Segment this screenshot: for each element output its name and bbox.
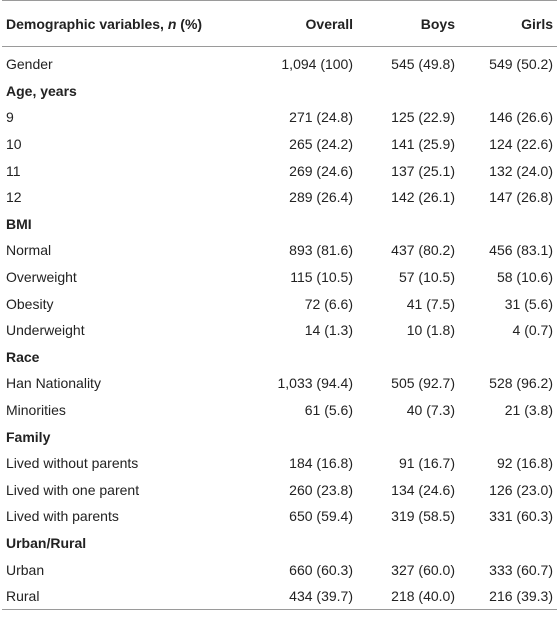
header-boys: Boys	[420, 15, 455, 32]
table-row	[2, 477, 557, 504]
row-label: Minorities	[6, 402, 66, 419]
header-girls: Girls	[521, 15, 553, 32]
girls-cell: 147 (26.8)	[489, 189, 553, 206]
overall-cell: 265 (24.2)	[289, 136, 353, 153]
overall-cell: 115 (10.5)	[290, 269, 353, 286]
boys-cell: 57 (10.5)	[398, 269, 455, 286]
section-row	[2, 530, 557, 557]
header-suffix: (%)	[176, 15, 203, 32]
section-heading: Age, years	[6, 82, 77, 99]
demographics-table	[2, 0, 557, 610]
table-row	[2, 290, 557, 317]
girls-cell: 331 (60.3)	[489, 508, 553, 525]
table-row	[2, 450, 557, 477]
table-row	[2, 104, 557, 131]
overall-cell: 61 (5.6)	[304, 402, 353, 419]
table-header	[2, 1, 557, 46]
row-label: Lived with parents	[6, 508, 119, 525]
row-label: Urban	[6, 561, 45, 578]
overall-cell: 434 (39.7)	[289, 588, 353, 605]
table-row	[2, 237, 557, 264]
section-row	[2, 78, 557, 105]
overall-cell: 650 (59.4)	[289, 508, 353, 525]
boys-cell: 40 (7.3)	[406, 402, 455, 419]
boys-cell: 10 (1.8)	[406, 322, 455, 339]
overall-cell: 289 (26.4)	[289, 189, 353, 206]
row-label: 12	[6, 189, 22, 206]
section-heading: Race	[6, 348, 40, 365]
girls-cell: 146 (26.6)	[489, 109, 553, 126]
overall-cell: 660 (60.3)	[289, 561, 353, 578]
row-label: 10	[6, 136, 22, 153]
girls-cell: 528 (96.2)	[489, 375, 553, 392]
table-row	[2, 583, 557, 610]
table-row	[2, 397, 557, 424]
table-body	[2, 47, 557, 609]
boys-cell: 134 (24.6)	[391, 481, 455, 498]
boys-cell: 137 (25.1)	[391, 162, 455, 179]
girls-cell: 124 (22.6)	[489, 136, 553, 153]
table-row	[2, 556, 557, 583]
overall-cell: 893 (81.6)	[289, 242, 353, 259]
girls-cell: 132 (24.0)	[489, 162, 553, 179]
boys-cell: 218 (40.0)	[391, 588, 455, 605]
overall-cell: 184 (16.8)	[289, 455, 353, 472]
header-n: n	[167, 15, 177, 32]
girls-cell: 216 (39.3)	[489, 588, 553, 605]
girls-cell: 456 (83.1)	[489, 242, 553, 259]
row-label: 9	[6, 109, 14, 126]
girls-cell: 126 (23.0)	[489, 481, 553, 498]
row-label: Han Nationality	[6, 375, 101, 392]
table-row	[2, 51, 557, 78]
boys-cell: 437 (80.2)	[391, 242, 455, 259]
boys-cell: 91 (16.7)	[398, 455, 455, 472]
header-overall: Overall	[305, 15, 353, 32]
table-row	[2, 264, 557, 291]
table-row	[2, 131, 557, 158]
girls-cell: 4 (0.7)	[512, 322, 553, 339]
section-heading: Family	[6, 428, 51, 445]
row-label: Lived without parents	[6, 455, 139, 472]
row-label: 11	[6, 162, 21, 179]
boys-cell: 141 (25.9)	[391, 136, 455, 153]
row-label: Overweight	[6, 269, 77, 286]
overall-cell: 14 (1.3)	[304, 322, 353, 339]
table-row	[2, 370, 557, 397]
girls-cell: 21 (3.8)	[504, 402, 553, 419]
overall-cell: 271 (24.8)	[289, 109, 353, 126]
girls-cell: 92 (16.8)	[496, 455, 553, 472]
row-label: Lived with one parent	[6, 481, 140, 498]
boys-cell: 327 (60.0)	[391, 561, 455, 578]
overall-cell: 72 (6.6)	[304, 295, 353, 312]
girls-cell: 58 (10.6)	[496, 269, 553, 286]
row-label: Obesity	[6, 295, 54, 312]
overall-cell: 269 (24.6)	[289, 162, 353, 179]
section-row	[2, 211, 557, 238]
girls-cell: 549 (50.2)	[489, 56, 553, 73]
section-row	[2, 344, 557, 371]
header-demographic-variables	[2, 16, 249, 32]
bottom-rule	[2, 609, 557, 610]
section-heading: Urban/Rural	[6, 534, 87, 551]
table-row	[2, 503, 557, 530]
section-heading: BMI	[6, 215, 32, 232]
header-prefix: Demographic variables,	[6, 15, 168, 32]
girls-cell: 31 (5.6)	[504, 295, 553, 312]
row-label: Normal	[6, 242, 52, 259]
table-row	[2, 317, 557, 344]
boys-cell: 505 (92.7)	[391, 375, 455, 392]
overall-cell: 1,094 (100)	[281, 56, 353, 73]
section-row	[2, 423, 557, 450]
boys-cell: 125 (22.9)	[391, 109, 455, 126]
table-row	[2, 157, 557, 184]
row-label: Gender	[6, 56, 53, 73]
boys-cell: 142 (26.1)	[391, 189, 455, 206]
boys-cell: 319 (58.5)	[391, 508, 455, 525]
row-label: Rural	[6, 588, 40, 605]
boys-cell: 545 (49.8)	[391, 56, 455, 73]
boys-cell: 41 (7.5)	[406, 295, 455, 312]
girls-cell: 333 (60.7)	[489, 561, 553, 578]
overall-cell: 260 (23.8)	[289, 481, 353, 498]
overall-cell: 1,033 (94.4)	[277, 375, 353, 392]
row-label: Underweight	[6, 322, 85, 339]
table-row	[2, 184, 557, 211]
